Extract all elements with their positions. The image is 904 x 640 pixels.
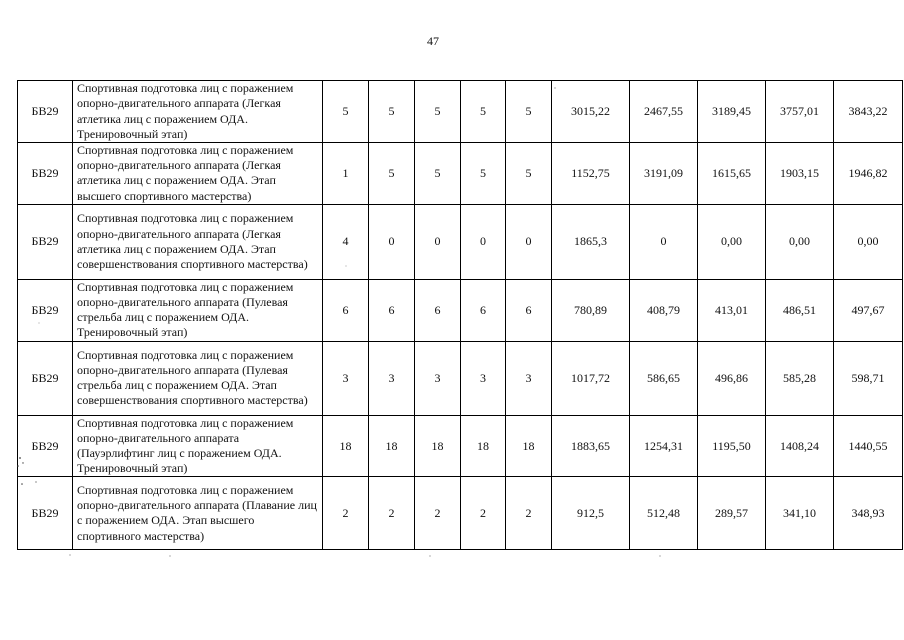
row-amount-cell: 1883,65 (552, 415, 630, 477)
table-row (18, 341, 903, 415)
row-count-cell: 6 (323, 279, 369, 341)
row-code: БВ29 (18, 415, 73, 477)
row-count-cell: 4 (323, 204, 369, 279)
row-count-cell: 2 (323, 477, 369, 550)
page-number: 47 (427, 34, 439, 48)
row-amount-cell: 1408,24 (766, 415, 834, 477)
table-row (18, 477, 903, 550)
row-count-cell: 3 (323, 341, 369, 415)
row-amount-cell: 1254,31 (630, 415, 698, 477)
table-row (18, 415, 903, 477)
row-code: БВ29 (18, 279, 73, 341)
row-count-cell: 5 (506, 81, 552, 143)
row-amount-cell: 289,57 (698, 477, 766, 550)
row-count-cell: 6 (461, 279, 506, 341)
row-amount-cell: 2467,55 (630, 81, 698, 143)
table-row (18, 279, 903, 341)
row-amount-cell: 0 (630, 204, 698, 279)
row-amount-cell: 586,65 (630, 341, 698, 415)
row-count-cell: 5 (461, 143, 506, 205)
table-row (18, 204, 903, 279)
row-amount-cell: 1195,50 (698, 415, 766, 477)
row-amount-cell: 3757,01 (766, 81, 834, 143)
row-amount-cell: 780,89 (552, 279, 630, 341)
row-count-cell: 3 (506, 341, 552, 415)
row-code: БВ29 (18, 341, 73, 415)
row-count-cell: 2 (506, 477, 552, 550)
row-count-cell: 0 (506, 204, 552, 279)
row-count-cell: 0 (461, 204, 506, 279)
row-amount-cell: 413,01 (698, 279, 766, 341)
row-amount-cell: 486,51 (766, 279, 834, 341)
row-amount-cell: 912,5 (552, 477, 630, 550)
row-description: Спортивная подготовка лиц с поражением опорно-двигательного аппарата (Плавание лиц с поражением ОДА. Этап высшего спортивного мастерства) (73, 477, 323, 550)
row-description: Спортивная подготовка лиц с поражением опорно-двигательного аппарата (Легкая атлетика лиц с поражением ОДА. Тренировочный этап) (73, 81, 323, 143)
row-amount-cell: 1152,75 (552, 143, 630, 205)
row-count-cell: 1 (323, 143, 369, 205)
row-count-cell: 6 (415, 279, 461, 341)
row-code: БВ29 (18, 204, 73, 279)
row-count-cell: 2 (369, 477, 415, 550)
table-row (18, 81, 903, 143)
row-amount-cell: 341,10 (766, 477, 834, 550)
row-amount-cell: 512,48 (630, 477, 698, 550)
row-count-cell: 18 (506, 415, 552, 477)
row-amount-cell: 496,86 (698, 341, 766, 415)
row-amount-cell: 1615,65 (698, 143, 766, 205)
row-count-cell: 6 (506, 279, 552, 341)
row-count-cell: 2 (415, 477, 461, 550)
row-amount-cell: 0,00 (766, 204, 834, 279)
row-amount-cell: 3189,45 (698, 81, 766, 143)
row-amount-cell: 598,71 (834, 341, 903, 415)
row-amount-cell: 3191,09 (630, 143, 698, 205)
row-amount-cell: 1440,55 (834, 415, 903, 477)
row-count-cell: 5 (323, 81, 369, 143)
row-description: Спортивная подготовка лиц с поражением опорно-двигательного аппарата (Пулевая стрельба лиц с поражением ОДА. Этап совершенствования спортивного мастерства) (73, 341, 323, 415)
row-count-cell: 18 (323, 415, 369, 477)
row-count-cell: 6 (369, 279, 415, 341)
row-amount-cell: 1903,15 (766, 143, 834, 205)
row-amount-cell: 0,00 (834, 204, 903, 279)
row-amount-cell: 585,28 (766, 341, 834, 415)
row-description: Спортивная подготовка лиц с поражением опорно-двигательного аппарата (Легкая атлетика лиц с поражением ОДА. Этап совершенствования спортивного мастерства) (73, 204, 323, 279)
row-count-cell: 0 (415, 204, 461, 279)
row-count-cell: 5 (415, 143, 461, 205)
row-amount-cell: 348,93 (834, 477, 903, 550)
row-count-cell: 3 (369, 341, 415, 415)
row-description: Спортивная подготовка лиц с поражением опорно-двигательного аппарата (Пауэрлифтинг лиц с поражением ОДА. Тренировочный этап) (73, 415, 323, 477)
speck (169, 555, 170, 556)
row-amount-cell: 1865,3 (552, 204, 630, 279)
row-amount-cell: 1946,82 (834, 143, 903, 205)
row-description: Спортивная подготовка лиц с поражением опорно-двигательного аппарата (Пулевая стрельба лиц с поражением ОДА. Тренировочный этап) (73, 279, 323, 341)
speck (69, 554, 70, 555)
speck (659, 555, 660, 556)
row-code: БВ29 (18, 143, 73, 205)
row-code: БВ29 (18, 81, 73, 143)
row-count-cell: 18 (369, 415, 415, 477)
row-count-cell: 2 (461, 477, 506, 550)
row-amount-cell: 1017,72 (552, 341, 630, 415)
row-amount-cell: 3843,22 (834, 81, 903, 143)
row-count-cell: 5 (369, 143, 415, 205)
row-count-cell: 5 (461, 81, 506, 143)
row-count-cell: 5 (506, 143, 552, 205)
row-description: Спортивная подготовка лиц с поражением опорно-двигательного аппарата (Легкая атлетика лиц с поражением ОДА. Этап высшего спортивного мастерства) (73, 143, 323, 205)
table-body (18, 81, 903, 550)
row-count-cell: 5 (369, 81, 415, 143)
row-count-cell: 3 (461, 341, 506, 415)
row-count-cell: 3 (415, 341, 461, 415)
row-code: БВ29 (18, 477, 73, 550)
table-row (18, 143, 903, 205)
speck (429, 555, 430, 556)
row-count-cell: 0 (369, 204, 415, 279)
row-amount-cell: 0,00 (698, 204, 766, 279)
row-count-cell: 5 (415, 81, 461, 143)
budget-table (17, 80, 903, 550)
row-amount-cell: 408,79 (630, 279, 698, 341)
row-count-cell: 18 (461, 415, 506, 477)
row-amount-cell: 3015,22 (552, 81, 630, 143)
row-amount-cell: 497,67 (834, 279, 903, 341)
row-count-cell: 18 (415, 415, 461, 477)
